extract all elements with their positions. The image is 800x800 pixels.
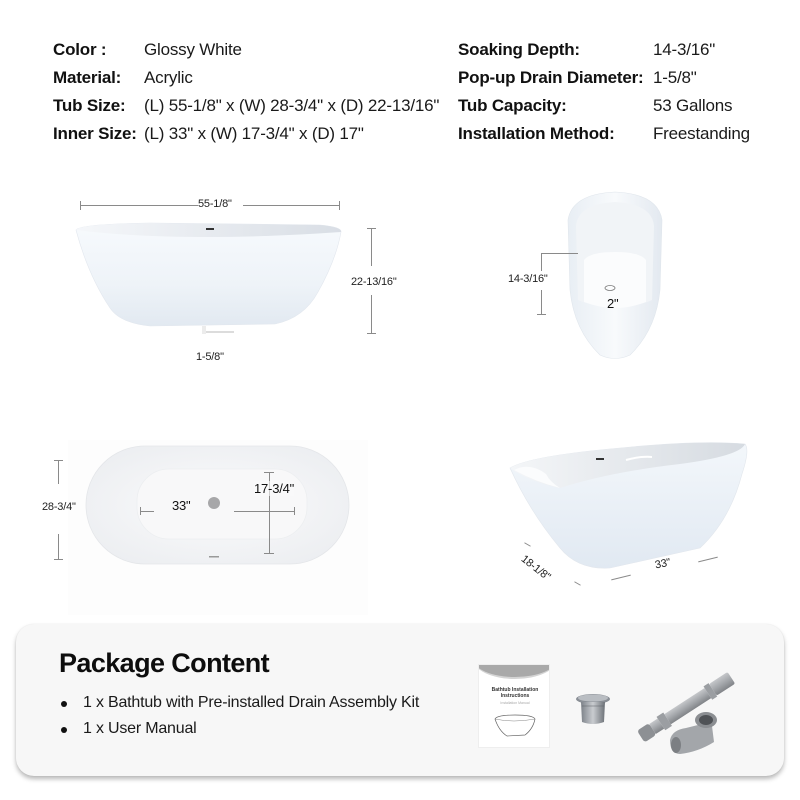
manual-tub-sketch-icon bbox=[493, 713, 537, 739]
package-item-label: 1 x Bathtub with Pre-installed Drain Assembly Kit bbox=[83, 694, 420, 711]
dimension-line bbox=[541, 290, 542, 314]
specifications bbox=[0, 36, 800, 156]
package-item bbox=[59, 690, 419, 716]
package-list bbox=[59, 690, 419, 742]
dimension-line bbox=[371, 228, 372, 266]
spec-value: Glossy White bbox=[144, 40, 242, 59]
side-view-diagram bbox=[70, 190, 410, 370]
inner-length-label: 33" bbox=[172, 498, 191, 513]
dimension-tick bbox=[537, 314, 546, 315]
end-view-diagram bbox=[500, 180, 680, 390]
spec-label: Installation Method: bbox=[458, 124, 615, 143]
spec-value: (L) 55-1/8" x (W) 28-3/4" x (D) 22-13/16" bbox=[144, 96, 440, 115]
bottom-length-label: 33" bbox=[653, 556, 672, 572]
length-label: 55-1/8" bbox=[198, 198, 232, 210]
top-view-diagram bbox=[40, 440, 380, 615]
spec-label: Material: bbox=[53, 68, 122, 87]
spec-value: 1-5/8" bbox=[653, 68, 697, 87]
manual-subtitle: Installation Manual bbox=[500, 701, 530, 705]
spec-label: Inner Size: bbox=[53, 124, 137, 143]
bottom-width-label: 18-1/8" bbox=[518, 553, 553, 584]
drain-label: 1-5/8" bbox=[196, 351, 224, 363]
tub-side-illustration bbox=[70, 220, 360, 350]
dimension-tick bbox=[294, 507, 295, 515]
spec-label: Tub Capacity: bbox=[458, 96, 567, 115]
spec-value: Acrylic bbox=[144, 68, 193, 87]
manual-title: Bathtub Installation Instructions bbox=[491, 687, 539, 699]
spec-value: 53 Gallons bbox=[653, 96, 733, 115]
width-label: 28-3/4" bbox=[42, 501, 76, 513]
spec-value: Freestanding bbox=[653, 124, 750, 143]
height-label: 22-13/16" bbox=[351, 276, 397, 288]
dimension-line bbox=[58, 460, 59, 484]
spec-value: (L) 33" x (W) 17-3/4" x (D) 17" bbox=[144, 124, 364, 143]
tub-top-illustration bbox=[85, 445, 350, 570]
dimension-line bbox=[541, 253, 542, 271]
dimension-tick bbox=[541, 253, 578, 254]
dimension-line bbox=[140, 511, 154, 512]
dimension-line bbox=[371, 295, 372, 333]
drain-stopper-image bbox=[574, 692, 612, 730]
package-item bbox=[59, 716, 419, 742]
dimension-tick bbox=[264, 553, 274, 554]
manual-cover-arc bbox=[478, 664, 550, 679]
dimension-line bbox=[58, 534, 59, 559]
spec-label: Pop-up Drain Diameter: bbox=[458, 68, 644, 87]
user-manual-image bbox=[478, 664, 550, 748]
dimension-line bbox=[234, 511, 294, 512]
drain-pipe-assembly-image bbox=[628, 668, 738, 760]
bullet-icon bbox=[61, 701, 67, 707]
spec-label: Tub Size: bbox=[53, 96, 126, 115]
package-content-card bbox=[16, 624, 784, 776]
dimension-tick bbox=[367, 333, 376, 334]
spec-label: Color : bbox=[53, 40, 107, 59]
drain-hole-label: 2" bbox=[607, 296, 619, 311]
dimension-line bbox=[243, 205, 339, 206]
dimension-tick bbox=[54, 559, 63, 560]
bullet-icon bbox=[61, 727, 67, 733]
package-title: Package Content bbox=[59, 648, 270, 678]
spec-label: Soaking Depth: bbox=[458, 40, 580, 59]
perspective-view-diagram bbox=[500, 430, 770, 590]
spec-value: 14-3/16" bbox=[653, 40, 716, 59]
dimension-line bbox=[80, 205, 198, 206]
dimension-tick bbox=[339, 201, 340, 210]
package-item-label: 1 x User Manual bbox=[83, 720, 197, 737]
inner-width-label: 17-3/4" bbox=[254, 481, 295, 496]
soaking-depth-label: 14-3/16" bbox=[508, 273, 548, 285]
tub-end-illustration bbox=[560, 190, 670, 365]
